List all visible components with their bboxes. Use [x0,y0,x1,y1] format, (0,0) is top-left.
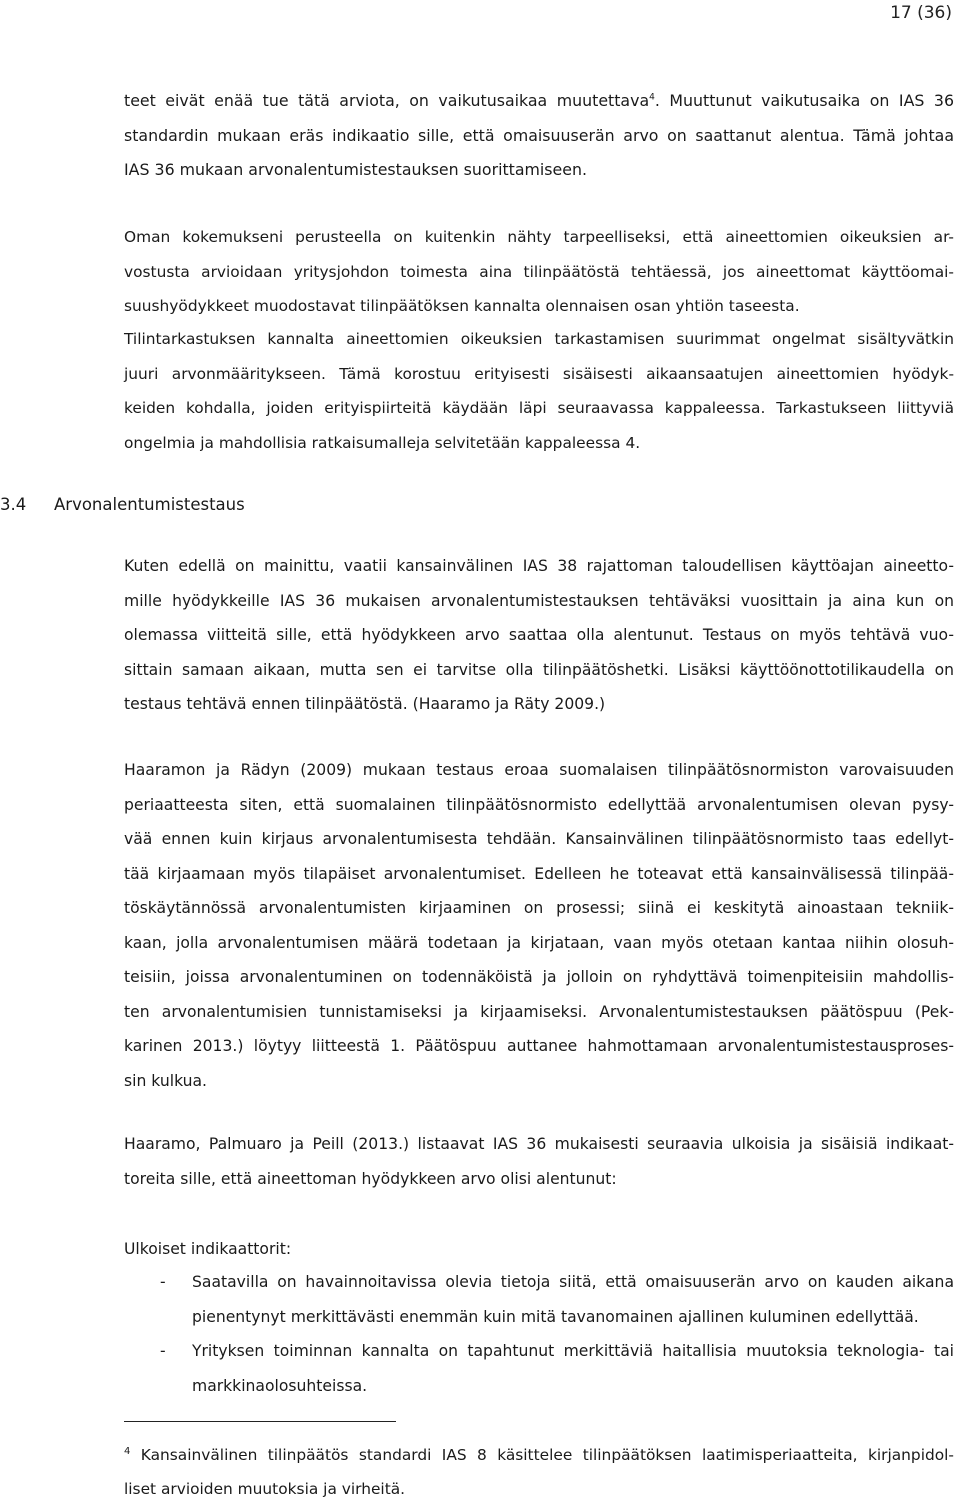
external-indicators-list [124,1265,954,1403]
text-line: Haaramon ja Rädyn (2009) mukaan testaus eroaa suomalaisen tilinpäätösnormiston varovaisuuden [124,761,954,779]
external-indicators-label [124,1232,954,1267]
text-line [124,84,954,119]
text-line: markkinaolosuhteissa. [192,1376,368,1395]
text-line [124,1438,954,1472]
paragraph-indicators-intro [124,1127,954,1196]
text-line: teisiin, joissa arvonalentuminen on todennäköistä ja jolloin on ryhdyttävä toimenpiteisiin mahdollis- [124,968,954,986]
text-line: toreita sille, että aineettoman hyödykkeen arvo olisi alentunut: [124,1169,617,1188]
text-line: Tilintarkastuksen kannalta aineettomien oikeuksien tarkastamisen suurimmat ongelmat sisältyvätkin [124,330,954,348]
text-line: mille hyödykkeille IAS 36 mukaisen arvonalentumistestauksen tehtäväksi vuosittain ja aina kun on [124,591,954,610]
text-line: Ulkoiset indikaattorit: [124,1240,292,1258]
text-line: testaus tehtävä ennen tilinpäätöstä. (Haaramo ja Räty 2009.) [124,695,606,713]
footnote-marker: 4 [124,1445,131,1457]
dash-bullet: - [160,1273,166,1291]
text-line: sittain samaan aikaan, mutta sen ei tarvitse olla tilinpäätöshetki. Lisäksi käyttöönottotilikaudella on [124,660,954,679]
paragraph-experience [124,220,954,324]
text-line-end: . Muuttunut vaikutusaika on IAS 36 [654,91,954,110]
text-line: liset arvioiden muutoksia ja virheitä. [124,1480,406,1498]
text-line: kaan, jolla arvonalentumisen määrä todetaan ja kirjataan, vaan myös otetaan kantaa niihin olosuh- [124,933,954,952]
section-number: 3.4 [0,495,27,514]
text-line: Yrityksen toiminnan kannalta on tapahtunut merkittäviä haitallisia muutoksia teknologia- tai [192,1342,954,1360]
text-line: Saatavilla on havainnoitavissa olevia tietoja siitä, että omaisuuserän arvo on kauden aikana [192,1273,954,1291]
footnote-reference[interactable]: 4 [649,92,655,103]
dash-bullet: - [160,1342,166,1360]
paragraph-intro [124,84,954,188]
text-line: standardin mukaan eräs indikaatio sille, että omaisuuserän arvo on saattanut alentua. Tämä johtaa [124,125,954,145]
footnote-text: Kansainvälinen tilinpäätös standardi IAS 8 käsittelee tilinpäätöksen laatimisperiaatteita, kirjanpidol- [140,1446,954,1464]
text-line: olemassa viitteitä sille, että hyödykkeen arvo saattaa olla alentunut. Testaus on myös tehtävä vuo- [124,626,954,644]
paragraph-ias38 [124,549,954,722]
text-line: ten arvonalentumisien tunnistamiseksi ja kirjaamiseksi. Arvonalentumistestauksen päätöspuu (Pek- [124,1002,954,1021]
text-line: IAS 36 mukaan arvonalentumistestauksen suorittamiseen. [124,160,588,179]
text-line: ongelmia ja mahdollisia ratkaisumalleja selvitetään kappaleessa 4. [124,433,641,452]
page-number: 17 (36) [890,3,952,23]
text-line: suushyödykkeet muodostavat tilinpäätöksen kannalta olennaisen osan yhtiön taseesta. [124,297,800,315]
text-line: töskäytännössä arvonalentumisten kirjaaminen on prosessi; siinä ei keskitytä ainoastaan tekniik- [124,899,954,917]
footnote [124,1438,954,1506]
section-heading [0,495,245,514]
list-item [124,1265,954,1334]
text-line: periaatteesta siten, että suomalainen tilinpäätösnormisto edellyttää arvonalentumisen olevan pysy- [124,795,954,814]
text-line: Haaramo, Palmuaro ja Peill (2013.) listaavat IAS 36 mukaisesti seuraavia ulkoisia ja sisäisiä indikaat- [124,1135,954,1153]
paragraph-haaramo-raty [124,753,954,1098]
text-line: juuri arvonmääritykseen. Tämä korostuu erityisesti sisäisesti aikaansaatujen aineettomien hyödyk- [124,364,954,383]
footnote-separator [124,1421,396,1422]
text-line: vää ennen kuin kirjaus arvonalentumisesta tehdään. Kansainvälinen tilinpäätösnormisto taas edellyt- [124,830,954,848]
text-line: vostusta arvioidaan yritysjohdon toimesta aina tilinpäätöstä tehtäessä, jos aineettomat käyttöomai- [124,262,954,281]
paragraph-audit-problems [124,322,954,460]
text-line: Oman kokemukseni perusteella on kuitenkin nähty tarpeelliseksi, että aineettomien oikeuksien ar- [124,228,954,246]
text-line: karinen 2013.) löytyy liitteestä 1. Päätöspuu auttanee hahmottamaan arvonalentumistestausproses- [124,1037,954,1055]
text-line-start: teet eivät enää tue tätä arviota, on vaikutusaikaa muutettava [124,91,650,110]
text-line: pienentynyt merkittävästi enemmän kuin mitä tavanomainen ajallinen kuluminen edellyttää. [192,1307,919,1326]
text-line: Kuten edellä on mainittu, vaatii kansainvälinen IAS 38 rajattoman taloudellisen käyttöajan aineetto- [124,557,954,575]
list-item [124,1334,954,1403]
text-line: sin kulkua. [124,1071,208,1090]
text-line: tää kirjaamaan myös tilapäiset arvonalentumiset. Edelleen he toteavat että kansainvälisessä tilinpää- [124,864,954,883]
section-title: Arvonalentumistestaus [54,495,245,514]
text-line: keiden kohdalla, joiden erityispiirteitä käydään läpi seuraavassa kappaleessa. Tarkastukseen liittyviä [124,399,954,417]
